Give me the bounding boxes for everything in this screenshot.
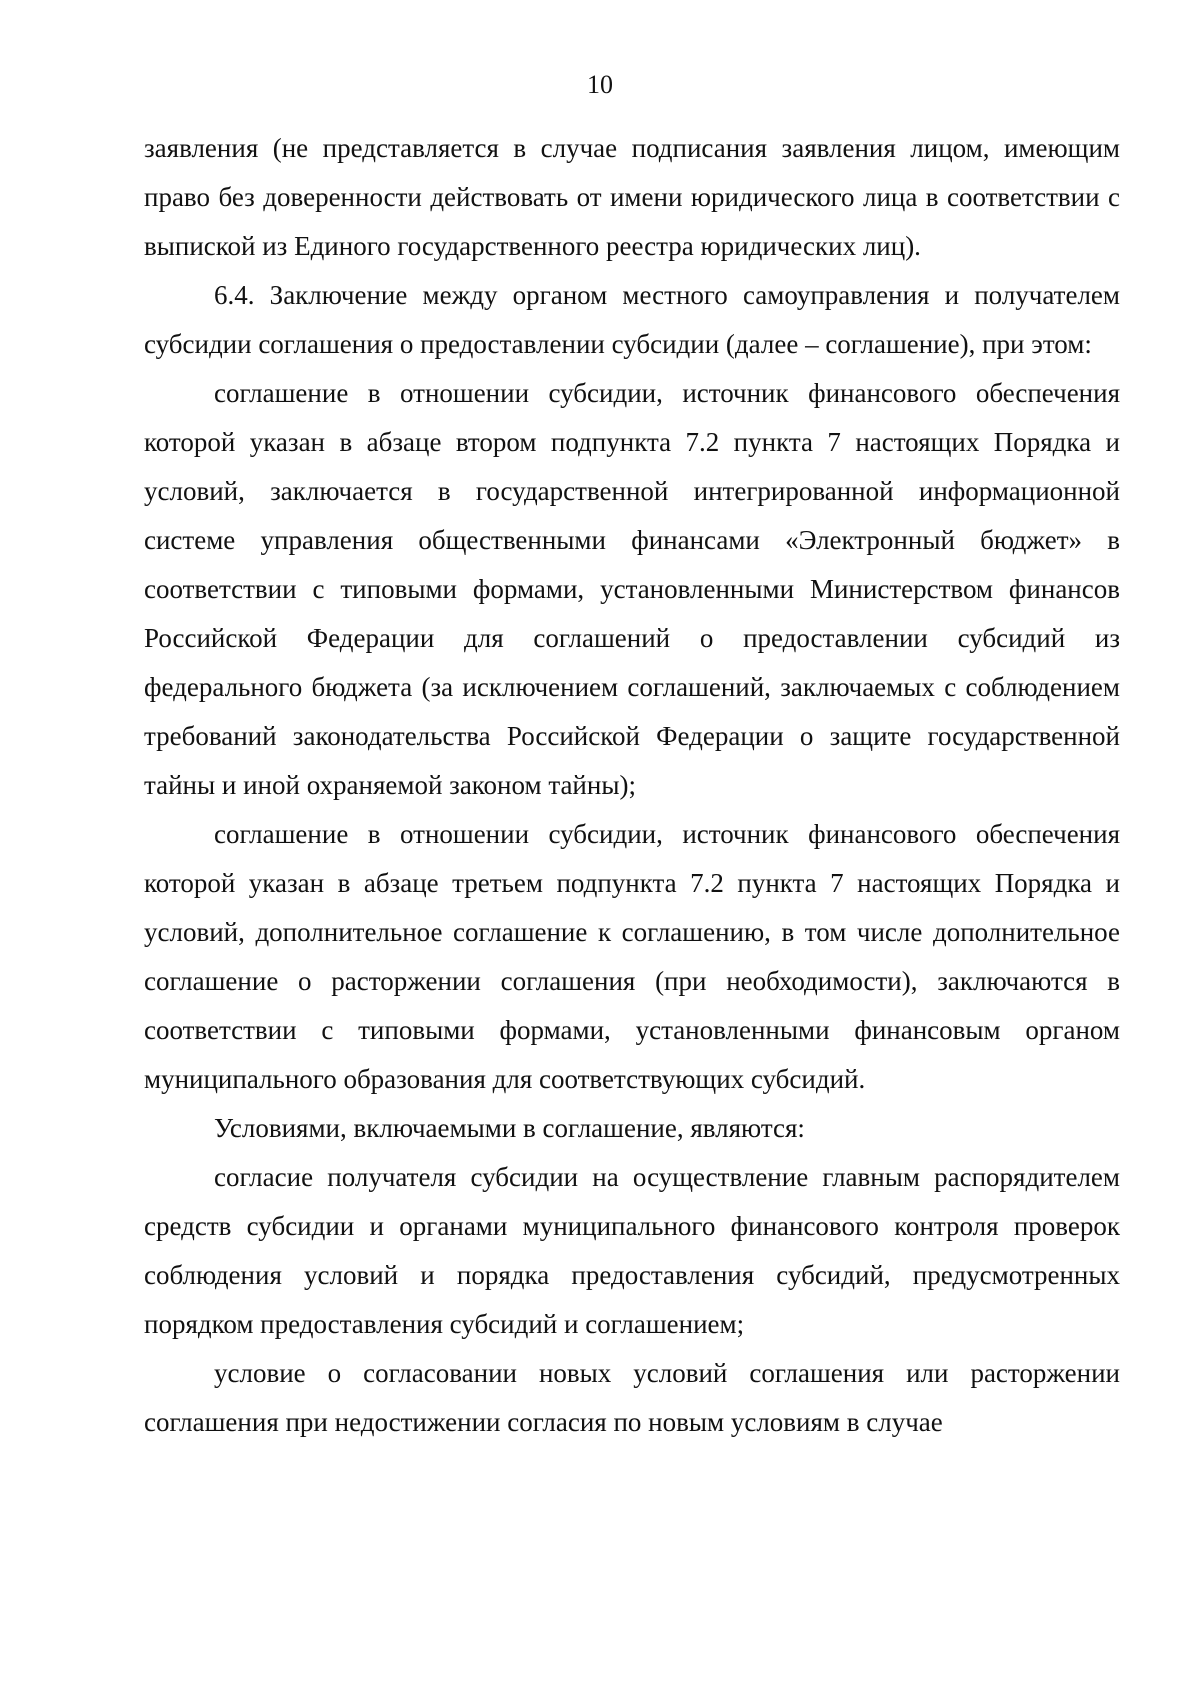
page-number: 10 <box>587 70 613 99</box>
paragraph-continuation: заявления (не представляется в случае подписания заявления лицом, имеющим право без доверенности действовать от имени юридического лица в соответствии с выпиской из Единого государственного реестра юридических лиц). <box>144 133 1120 261</box>
paragraph-agreement-typical-forms: соглашение в отношении субсидии, источник финансового обеспечения которой указан в абзаце третьем подпункта 7.2 пункта 7 настоящих Порядка и условий, дополнительное соглашение к соглашению, в том числе дополнительное соглашение о расторжении соглашения (при необходимости), заключаются в соответствии с типовыми формами, установленными финансовым органом муниципального образования для соответствующих субсидий. <box>144 819 1120 1094</box>
paragraph-new-conditions: условие о согласовании новых условий соглашения или расторжении соглашения при недостижении согласия по новым условиям в случае <box>144 1358 1120 1437</box>
paragraph-6-4: 6.4. Заключение между органом местного самоуправления и получателем субсидии соглашения о предоставлении субсидии (далее – соглашение), при этом: <box>144 280 1120 359</box>
paragraph-recipient-consent: согласие получателя субсидии на осуществление главным распорядителем средств субсидии и органами муниципального финансового контроля проверок соблюдения условий и порядка предоставления субсидий, предусмотренных порядком предоставления субсидий и соглашением; <box>144 1162 1120 1339</box>
document-body <box>144 124 1120 1447</box>
paragraph-agreement-electronic-budget: соглашение в отношении субсидии, источник финансового обеспечения которой указан в абзаце втором подпункта 7.2 пункта 7 настоящих Порядка и условий, заключается в государственной интегрированной информационной системе управления общественными финансами «Электронный бюджет» в соответствии с типовыми формами, установленными Министерством финансов Российской Федерации для соглашений о предоставлении субсидий из федерального бюджета (за исключением соглашений, заключаемых с соблюдением требований законодательства Российской Федерации о защите государственной тайны и иной охраняемой законом тайны); <box>144 378 1120 800</box>
paragraph-agreement-conditions-heading: Условиями, включаемыми в соглашение, являются: <box>214 1113 805 1143</box>
